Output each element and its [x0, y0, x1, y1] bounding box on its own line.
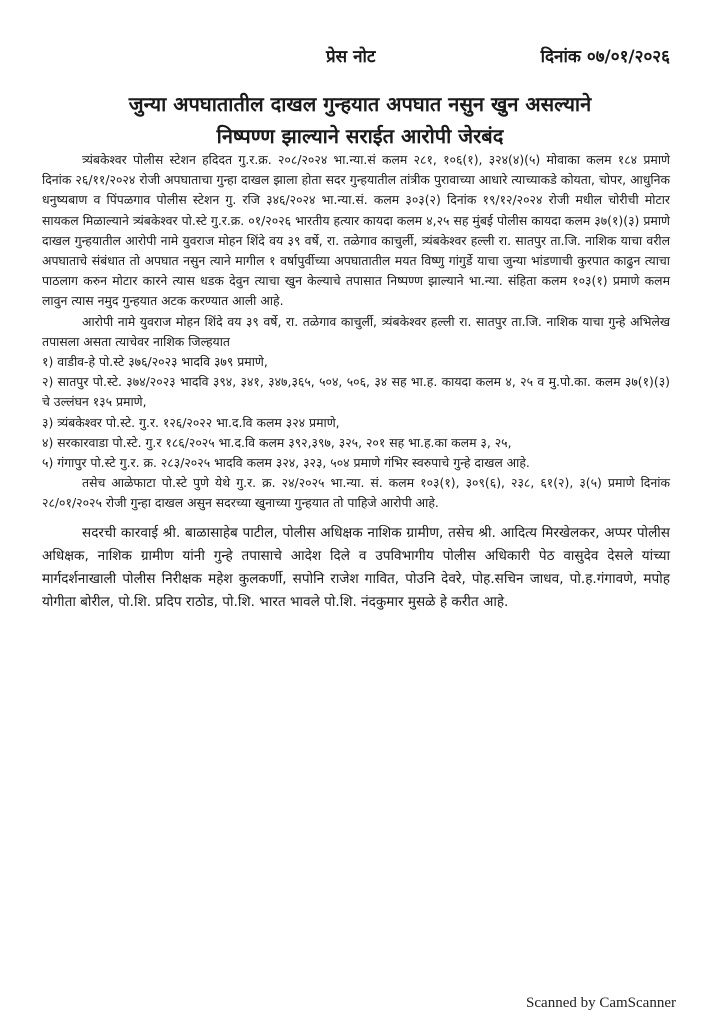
title-line-2: निष्पण्ण झाल्याने सराईत आरोपी जेरबंद — [216, 124, 504, 148]
document-title — [60, 88, 660, 152]
record-item-5: ५) गंगापुर पो.स्टे गु.र. क्र. २८३/२०२५ भादवि कलम ३२४, ३२३, ५०४ प्रमाणे गंभिर स्वरुपाचे गुन्हे दाखल आहे. — [42, 455, 530, 471]
record-item-3: ३) त्र्यंबकेश्वर पो.स्टे. गु.र. १२६/२०२२ भा.द.वि कलम ३२४ प्रमाणे, — [42, 414, 340, 430]
record-item-1: १) वाडीव-हे पो.स्टे ३७६/२०२३ भादवि ३७९ प्रमाणे, — [42, 354, 268, 370]
body-paragraph-3: तसेच आळेफाटा पो.स्टे पुणे येथे गु.र. क्र. २४/२०२५ भा.न्या. सं. कलम १०३(१), ३०९(६), २३८, ६१(२), ३(५) प्रमाणे दिनांक २८/०१/२०२५ रोजी गुन्हा दाखल असुन सदरच्या खुनाच्या गुन्हयात तो पाहिजे आरोपी आहे. — [42, 475, 670, 511]
body-paragraph-1: त्र्यंबकेश्वर पोलीस स्टेशन हदिदत गु.र.क्र. २०८/२०२४ भा.न्या.सं कलम २८१, १०६(१), ३२४(४)(५) मोवाका कलम १८४ प्रमाणे दिनांक २६/११/२०२४ रोजी अपघाताचा गुन्हा दाखल झाला होता सदर गुन्हयातील तांत्रीक पुरावाच्या आधारे त्याच्याकडे कोयता, चोपर, आधुनिक धनुष्यबाण व पिंपळगाव पोलीस स्टेशन गु. रजि ३४६/२०२४ भा.न्या.सं. कलम ३०३(२) दिनांक १९/१२/२०२४ रोजी मधील चोरीची मोटार सायकल मिळाल्याने त्र्यंबकेश्वर पो.स्टे गु.र.क्र. ०१/२०२६ भारतीय हत्यार कायदा कलम ४,२५ सह मुंबई पोलीस कायदा कलम ३७(१)(३) प्रमाणे दाखल गुन्हयातील आरोपी नामे युवराज मोहन शिंदे वय ३९ वर्षे, रा. तळेगाव काचुर्ली, त्र्यंबकेश्वर हल्ली रा. सातपुर ता.जि. नाशिक याचा वरील अपघाताचे संबंधात तो अपघात नसुन त्याने मागील १ वर्षापुर्वीच्या अपघातातील मयत विष्णु गांगुर्डे याचा जुन्या भांडणाची कुरपात काढुन त्याचा पाठलाग करुन मोटार कारने त्यास धडक देवुन त्याचा खुन केल्याचे तपासात निष्पण्ण झाल्याने भा.न्या. संहिता कलम १०३(१) प्रमाणे कलम लावुन त्यास नमुद गुन्हयात अटक करण्यात आली आहे. — [42, 152, 670, 309]
document-header — [0, 44, 706, 74]
body-paragraph-4: सदरची कारवाई श्री. बाळासाहेब पाटील, पोलीस अधिक्षक नाशिक ग्रामीण, तसेच श्री. आदित्य मिरखेलकर, अप्पर पोलीस अधिक्षक, नाशिक ग्रामीण यांनी गुन्हे तपासाचे आदेश दिले व उपविभागीय पोलीस अधिकारी पेठ वासुदेव देसले यांच्या मार्गदर्शनाखाली पोलीस निरीक्षक महेश कुलकर्णी, सपोनि राजेश गावित, पोउनि देवरे, पोह.सचिन जाधव, पो.ह.गंगावणे, मपोह योगीता बोरील, पो.शि. प्रदिप राठोड, पो.शि. भारत भावले पो.शि. नंदकुमार मुसळे हे करीत आहे. — [42, 524, 670, 610]
record-item-4: ४) सरकारवाडा पो.स्टे. गु.र १८६/२०२५ भा.द.वि कलम ३९२,३९७, ३२५, २०१ सह भा.ह.का कलम ३, २५, — [42, 434, 512, 450]
scanner-watermark: Scanned by CamScanner — [526, 995, 676, 1011]
document-date: दिनांक ०७/०१/२०२६ — [540, 47, 670, 67]
press-note-label: प्रेस नोट — [326, 47, 376, 67]
title-line-1: जुन्या अपघातातील दाखल गुन्हयात अपघात नसुन खुन असल्याने — [128, 92, 592, 116]
body-paragraph-2: आरोपी नामे युवराज मोहन शिंदे वय ३९ वर्षे, रा. तळेगाव काचुर्ली, त्र्यंबकेश्वर हल्ली रा. सातपुर ता.जि. नाशिक याचा गुन्हे अभिलेख तपासला असता त्याचेवर नाशिक जिल्हयात — [42, 313, 670, 349]
document-body — [42, 150, 670, 614]
record-item-2: २) सातपुर पो.स्टे. ३७४/२०२३ भादवि ३९४, ३४१, ३४७,३६५, ५०४, ५०६, ३४ सह भा.ह. कायदा कलम ४, २५ व मु.पो.का. कलम ३७(१)(३) चे उल्लंघन १३५ प्रमाणे, — [42, 374, 670, 410]
